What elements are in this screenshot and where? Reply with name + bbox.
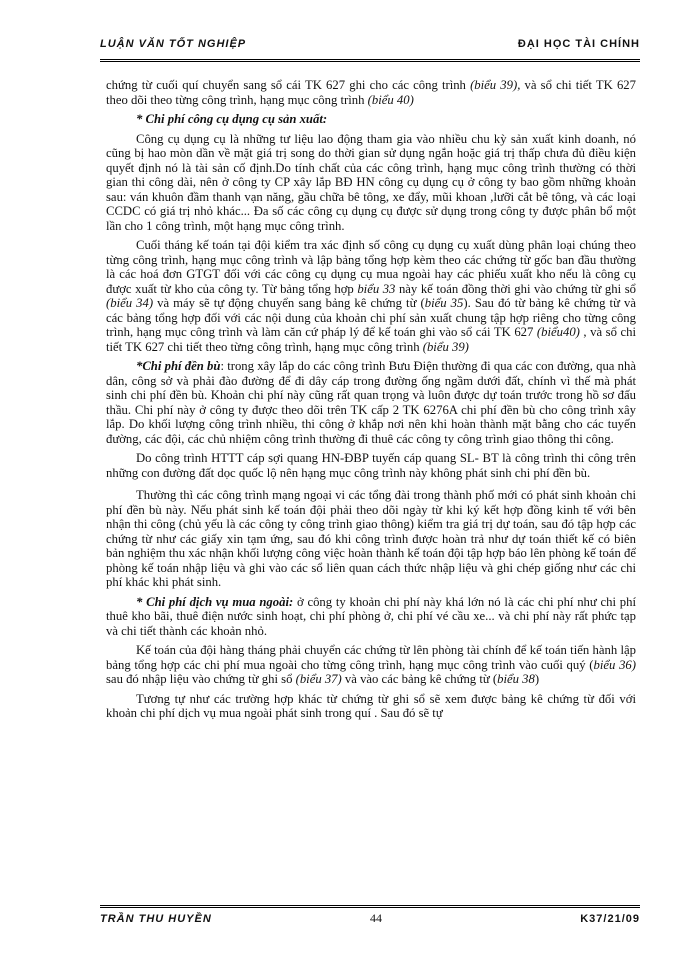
section-heading-outsourced: * Chi phí dịch vụ mua ngoài: <box>136 594 294 609</box>
page-footer <box>100 908 640 928</box>
section-heading-tools: * Chi phí công cụ dụng cụ sản xuất: <box>136 112 328 126</box>
document-body <box>106 78 636 726</box>
paragraph-compensation: *Chi phí đền bù: trong xây lắp do các công trình Bưu Điện thường đi qua các con đường, qua nhà dân, công sở và phải đào đường để đi dây cáp trong đường ống ngầm dưới đất, chính vì thế mà phát sinh chi phí đền bù. Khoản chi phí này cũng rất quan trọng và luôn được dự toán trước trong hồ sơ đấu thầu. Chi phí này ở công ty được theo dõi trên TK cấp 2 TK 6276A chi phí đền bù cho công trình xây lắp. Do khối lượng công trình nhiều, thi công ở khắp nơi nên khi hoàn thành mặt bằng cho các tuyến đường, các đội, các chủ nhiệm công trình thường đi thuê các công ty công trình giao thông thi công. <box>106 359 636 446</box>
paragraph-outsourced-services: * Chi phí dịch vụ mua ngoài: ở công ty khoản chi phí này khá lớn nó là các chi phí như chi phí thuê kho bãi, thuê điện nước sinh hoạt, chi phí phòng ở, chi phí vé cầu xe... và chi phí này rất phức tạp và chi tiết thành các khoản nhỏ. <box>106 594 636 638</box>
paragraph-1: chứng từ cuối quí chuyển sang sổ cái TK 627 ghi cho các công trình (biểu 39), và sổ chi tiết TK 627 theo dõi theo từng công trình, hạng mục công trình (biểu 40) <box>106 78 636 107</box>
paragraph-services-accounting: Kế toán của đội hàng tháng phải chuyển các chứng từ lên phòng tài chính để kế toán tiến hành lập bảng tổng hợp các chi phí mua ngoài cho từng công trình, hạng mục công trình vào cuối quý (biểu 36) sau đó nhập liệu vào chứng từ ghi sổ (biểu 37) và vào các bảng kê chứng từ (biểu 38) <box>106 643 636 686</box>
page-header <box>100 34 640 54</box>
header-divider <box>100 59 640 62</box>
paragraph-tools-definition: Công cụ dụng cụ là những tư liệu lao động tham gia vào nhiều chu kỳ sản xuất kinh doanh, nó cũng bị hao mòn dần về mặt giá trị song do thời gian sử dụng ngắn hoặc giá trị thấp chưa đủ điều kiện quyết định nó là tài sản cố định.Do tính chất của các công trình, hạng mục công trình thường có thời gian thi công dài, nên ở công ty CP xây lắp BĐ HN công cụ dụng cụ ở công ty bao gồm những khoản sau: ván khuôn đầm thanh vạn năng, gầu chữa bê tông, xe đẩy, mũi khoan ,lưỡi cắt bê tông, và các loại CCDC có giá trị nhỏ khác... Đa số các công cụ dụng cụ được sử dụng trong công ty được phân bổ một lần cho 1 công trình, một hạng mục công trình. <box>106 131 636 233</box>
paragraph-fiber-project: Do công trình HTTT cáp sợi quang HN-ĐBP tuyến cáp quang SL- BT là công trình thi công trên những con đường đất dọc quốc lộ nên hạng mục công trình này không phát sinh chi phí đền bù. <box>106 451 636 480</box>
page-number: 44 <box>370 911 382 925</box>
header-right-text: ĐẠI HỌC TÀI CHÍNH <box>517 38 640 50</box>
paragraph-tools-accounting: Cuối tháng kế toán tại đội kiểm tra xác định số công cụ dụng cụ xuất dùng phân loại chúng theo từng công trình, hạng mục công trình và lập bảng tổng hợp kèm theo các chứng từ gốc ban đầu thường là các hoá đơn GTGT đối với các công cụ dụng cụ mua ngoài hay các phiếu xuất kho nếu là công cụ được xuất từ kho của công ty. Từ bảng tổng hợp biểu 33 này kế toán đồng thời ghi vào chứng từ ghi sổ (biểu 34) và máy sẽ tự động chuyển sang bảng kê chứng từ (biểu 35). Sau đó từ bảng kê chứng từ và các bảng tổng hợp đối với các nội dung của khoản chi phí sản xuất chung tập hợp riêng cho từng công trình, hạng mục công trình và làm căn cứ pháp lý để kế toán ghi vào sổ cái TK 627 (biểu40) , và sổ chi tiết TK 627 chi tiết theo từng công trình, hạng mục công trình (biểu 39) <box>106 238 636 354</box>
paragraph-compensation-process: Thường thì các công trình mạng ngoại vi các tổng đài trong thành phố mới có phát sinh khoản chi phí đền bù này. Nếu phát sinh kế toán đội phải theo dõi ngày từ khi ký kết hợp đồng kinh tế với bên nhận thi công (chủ yếu là các công ty công trình giao thông) kiểm tra giá trị dự toán, sau đó tập hợp các chứng từ như các giấy xin tạm ứng, sau đó khi công trình được hoàn trả như dự toán thiết kế có biên bản nghiệm thu xác nhận khối lượng công việc hoàn thành kế toán đội tập hợp báo lên phòng kế toán để phòng kế toán nhập liệu và ghi vào các sổ liên quan cách thức nhập liệu và ghi chép giống như các chi phí khác khi phát sinh. <box>106 488 636 589</box>
header-left-text: LUẬN VĂN TỐT NGHIỆP <box>100 38 247 50</box>
paragraph-final: Tương tự như các trường hợp khác từ chứng từ ghi sổ sẽ xem được bảng kê chứng từ đối với khoản chi phí dịch vụ mua ngoài phát sinh trong quí . Sau đó sẽ tự <box>106 691 636 720</box>
footer-class-code: K37/21/09 <box>580 913 640 925</box>
section-heading-compensation: *Chi phí đền bù <box>136 359 221 373</box>
footer-author: TRẦN THU HUYỀN <box>100 913 212 925</box>
